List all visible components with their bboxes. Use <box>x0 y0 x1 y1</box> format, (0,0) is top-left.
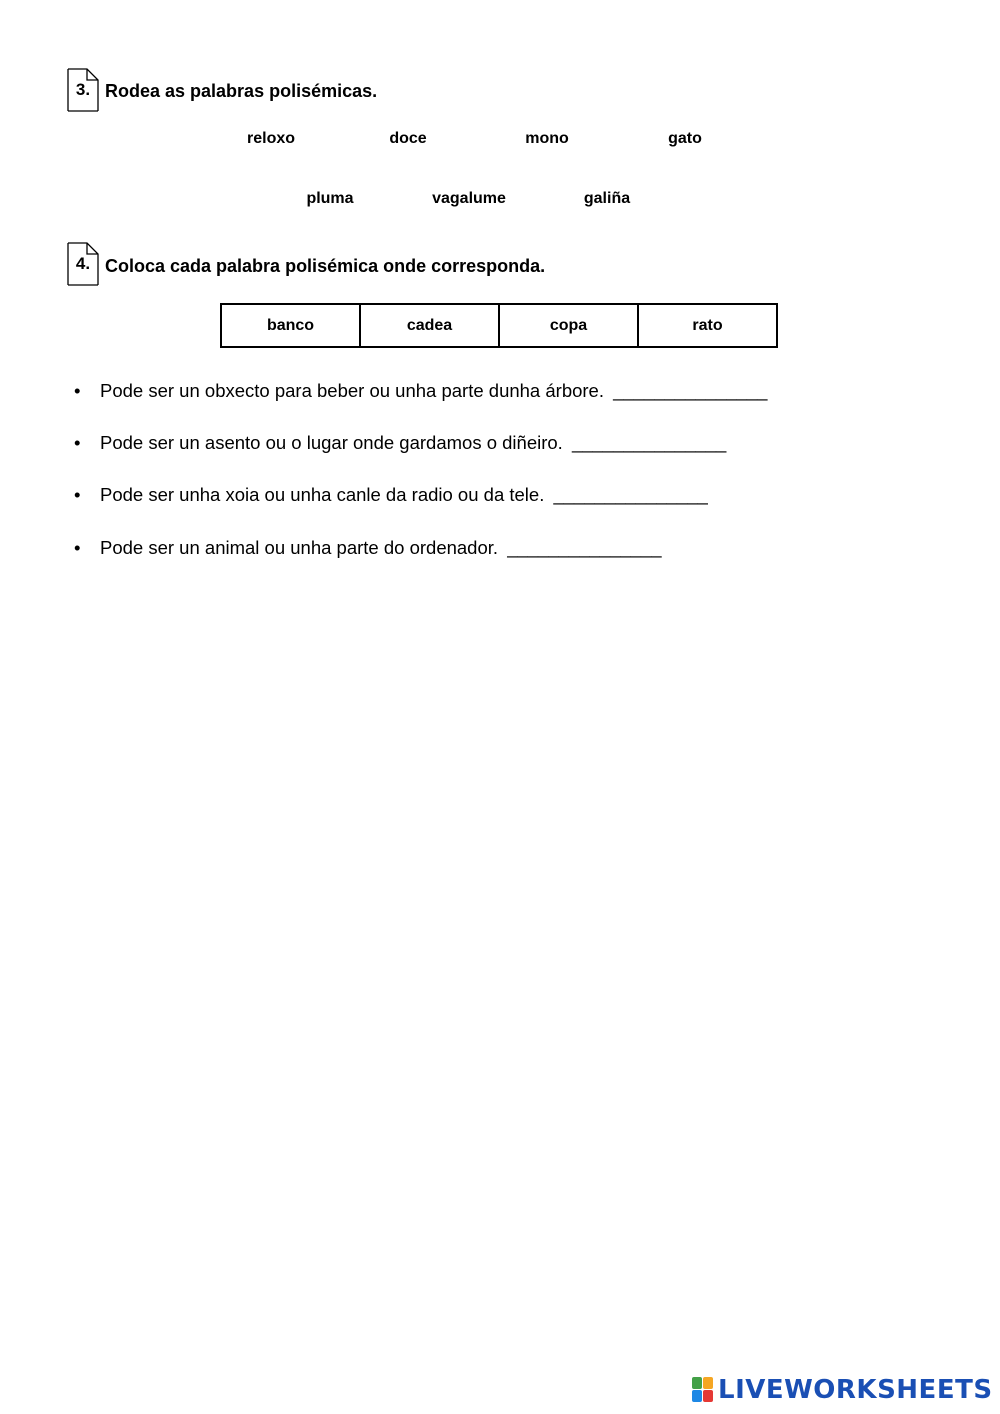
logo-mark-icon <box>692 1377 714 1403</box>
bullet: • <box>74 380 81 401</box>
item-text: Pode ser unha xoia ou unha canle da radio ou da tele. <box>100 484 545 505</box>
word-bank-cell[interactable]: rato <box>638 304 777 347</box>
word-option[interactable]: galiña <box>583 190 631 207</box>
exercise-3-title: Rodea as palabras polisémicas. <box>105 81 378 101</box>
exercise-4-badge <box>67 242 99 286</box>
bullet: • <box>74 432 81 453</box>
word-bank-cell[interactable]: banco <box>221 304 360 347</box>
table-row <box>221 304 777 347</box>
list-item <box>74 380 767 402</box>
exercise-4-title: Coloca cada palabra polisémica onde corresponda. <box>105 256 546 276</box>
word-bank-table <box>220 303 778 348</box>
logo-text: LIVEWORKSHEETS <box>718 1375 993 1405</box>
list-item <box>74 537 662 559</box>
word-option[interactable]: reloxo <box>246 130 296 147</box>
item-text: Pode ser un animal ou unha parte do ordenador. <box>100 537 499 558</box>
answer-blank[interactable]: _______________ <box>507 537 662 558</box>
word-bank-cell[interactable]: copa <box>499 304 638 347</box>
exercise-4-number: 4. <box>75 254 91 273</box>
list-item <box>74 484 708 506</box>
answer-blank[interactable]: _______________ <box>613 380 768 401</box>
liveworksheets-logo <box>692 1374 993 1406</box>
item-text: Pode ser un obxecto para beber ou unha parte dunha árbore. <box>100 380 604 401</box>
answer-blank[interactable]: _______________ <box>553 484 708 505</box>
word-option[interactable]: doce <box>389 130 427 147</box>
word-option[interactable]: vagalume <box>432 190 506 207</box>
bullet: • <box>74 537 81 558</box>
word-option[interactable]: gato <box>668 130 702 147</box>
item-text: Pode ser un asento ou o lugar onde gardamos o diñeiro. <box>100 432 563 453</box>
answer-blank[interactable]: _______________ <box>571 432 727 453</box>
exercise-3-badge <box>67 68 99 112</box>
bullet: • <box>74 484 81 505</box>
word-bank-cell[interactable]: cadea <box>360 304 499 347</box>
exercise-3-number: 3. <box>75 80 91 99</box>
word-option[interactable]: pluma <box>306 190 354 207</box>
list-item <box>74 432 726 454</box>
word-option[interactable]: mono <box>525 130 569 147</box>
